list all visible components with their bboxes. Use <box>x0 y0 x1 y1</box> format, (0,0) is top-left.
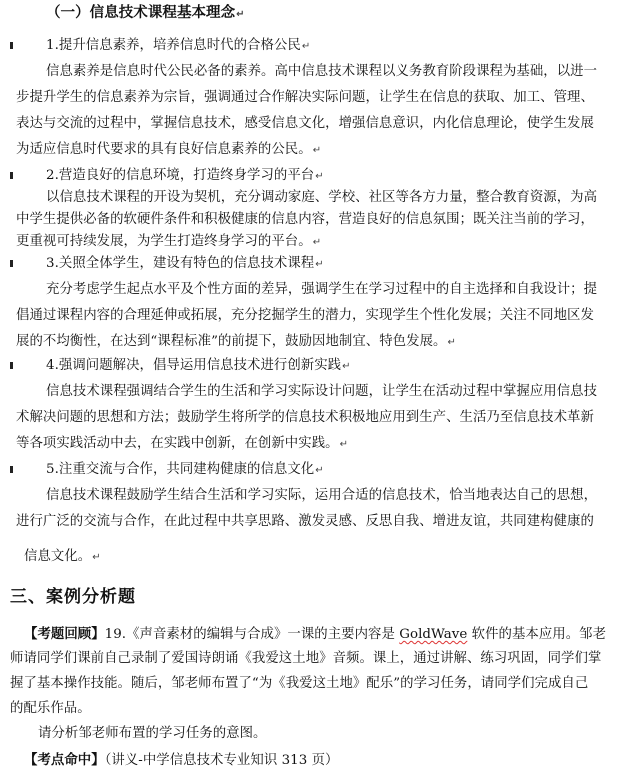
item-heading: 5.注重交流与合作，共同建构健康的信息文化↵ <box>46 462 324 477</box>
body-line: 表达与交流的过程中，掌握信息技术，感受信息文化，增强信息意识，内化信息理论，使学生发展 <box>16 116 594 131</box>
list-bullet <box>10 362 13 369</box>
item-heading: 4.强调问题解决，倡导运用信息技术进行创新实践↵ <box>46 358 351 373</box>
body-line: 信息技术课程鼓励学生结合生活和学习实际，运用合适的信息技术，恰当地表达自己的思想， <box>46 488 598 503</box>
body-line: 倡通过课程内容的合理延伸或拓展，充分挖掘学生的潜力，实现学生个性化发展；关注不同地区发 <box>16 308 594 323</box>
body-line: 充分考虑学生起点水平及个性方面的差异，强调学生在学习过程中的自主选择和自我设计；提 <box>46 282 598 297</box>
software-name: GoldWave <box>399 627 468 642</box>
body-line: 握了基本操作技能。随后，邹老师布置了“为《我爱这土地》配乐”的学习任务，请同学们完成自己 <box>10 676 589 691</box>
paragraph-mark: ↵ <box>236 9 245 20</box>
item-heading: 3.关照全体学生，建设有特色的信息技术课程↵ <box>46 256 324 271</box>
body-line: 中学生提供必备的软硬件条件和积极健康的信息内容，营造良好的信息氛围；既关注当前的学习， <box>16 212 594 227</box>
paragraph-mark: ↵ <box>92 552 101 563</box>
paragraph-mark: ↵ <box>312 237 322 248</box>
body-line: 进行广泛的交流与合作，在此过程中共享思路、激发灵感、反思自我、增进友谊，共同建构健康的 <box>16 514 594 529</box>
body-line: 的配乐作品。 <box>10 701 91 716</box>
paragraph-mark: ↵ <box>315 171 324 182</box>
point-line: 【考点命中】（讲义-中学信息技术专业知识 313 页） <box>24 752 339 768</box>
section-title: （一）信息技术课程基本理念↵ <box>46 4 245 21</box>
point-tag: 【考点命中】 <box>24 752 105 768</box>
paragraph-mark: ↵ <box>315 259 324 270</box>
list-bullet <box>10 260 13 267</box>
paragraph-mark: ↵ <box>342 361 351 372</box>
list-bullet <box>10 172 13 179</box>
list-bullet <box>10 42 13 49</box>
body-line: 更重视可持续发展，为学生打造终身学习的平台。↵ <box>16 234 322 249</box>
review-line: 【考题回顾】19.《声音素材的编辑与合成》一课的主要内容是 GoldWave 软件的基本应用。邹老 <box>24 626 607 642</box>
paragraph-mark: ↵ <box>312 145 322 156</box>
list-bullet <box>10 466 13 473</box>
review-tag: 【考题回顾】 <box>24 626 105 642</box>
paragraph-mark: ↵ <box>301 41 311 52</box>
body-line: 为适应信息时代要求的具有良好信息素养的公民。↵ <box>16 142 322 157</box>
body-line: 步提升学生的信息素养为宗旨，强调通过合作解决实际问题，让学生在信息的获取、加工、管理、 <box>16 90 594 105</box>
paragraph-mark: ↵ <box>315 465 324 476</box>
body-line: 展的不均衡性，在达到“课程标准”的前提下，鼓励因地制宜、特色发展。↵ <box>16 334 456 349</box>
body-line: 师请同学们课前自己录制了爱国诗朗诵《我爱这土地》音频。课上，通过讲解、练习巩固，同学们掌 <box>10 651 602 666</box>
body-line: 信息文化。↵ <box>24 549 101 564</box>
section-heading: 三、案例分析题 <box>10 587 136 607</box>
body-line: 等各项实践活动中去，在实践中创新，在创新中实践。↵ <box>16 436 349 451</box>
question-line: 请分析邹老师布置的学习任务的意图。 <box>38 726 267 741</box>
paragraph-mark: ↵ <box>339 439 349 450</box>
body-line: 术解决问题的思想和方法；鼓励学生将所学的信息技术积极地应用到生产、生活乃至信息技术革新 <box>16 410 594 425</box>
item-heading: 1.提升信息素养，培养信息时代的合格公民↵ <box>46 38 311 53</box>
body-line: 信息素养是信息时代公民必备的素养。高中信息技术课程以义务教育阶段课程为基础，以进一 <box>46 64 598 79</box>
body-line: 信息技术课程强调结合学生的生活和学习实际设计问题，让学生在活动过程中掌握应用信息技 <box>46 384 598 399</box>
paragraph-mark: ↵ <box>447 337 456 348</box>
item-heading: 2.营造良好的信息环境，打造终身学习的平台↵ <box>46 168 324 183</box>
body-line: 以信息技术课程的开设为契机，充分调动家庭、学校、社区等各方力量，整合教育资源，为高 <box>46 190 598 205</box>
